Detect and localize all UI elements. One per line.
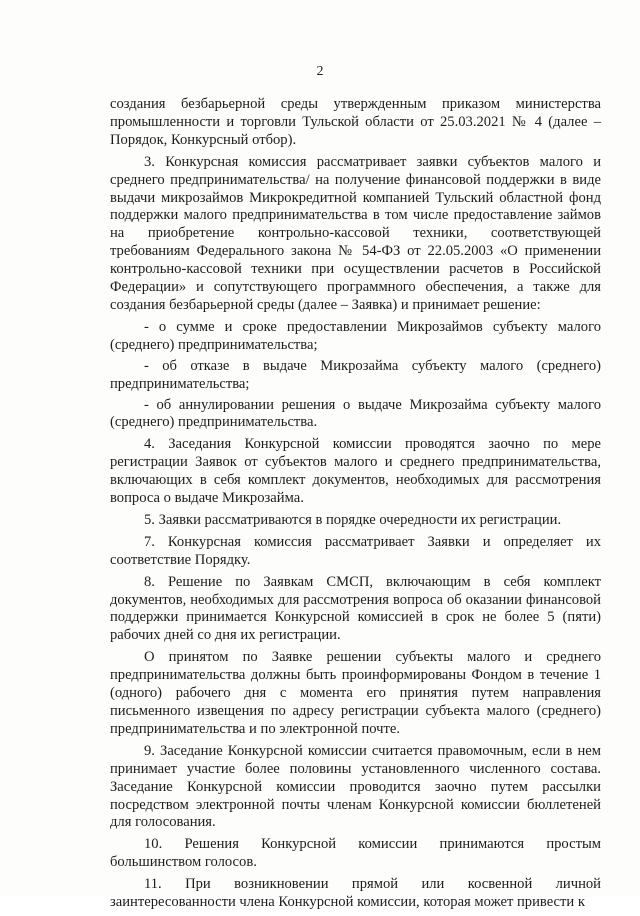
paragraph-7-compliance: 7. Конкурсная комиссия рассматривает Заявки и определяет их соответствие Порядку. (110, 533, 601, 568)
paragraph-11-conflict-of-interest: 11. При возникновении прямой или косвенной личной заинтересованности члена Конкурсной комиссии, которая может привести к (110, 876, 601, 911)
list-item-annulment: - об аннулировании решения о выдаче Микрозайма субъекту малого (среднего) предпринимательства. (110, 396, 601, 431)
document-body (110, 96, 601, 916)
paragraph-5-order: 5. Заявки рассматриваются в порядке очередности их регистрации. (144, 511, 562, 528)
paragraph-8-decision-term: 8. Решение по Заявкам СМСП, включающим в себя комплект документов, необходимых для рассмотрения вопроса об оказании финансовой поддержки принимается Конкурсной комиссией в срок не более 5 (пяти) рабочих дней со дня их регистрации. (110, 573, 601, 644)
paragraph-notification: О принятом по Заявке решении субъекты малого и среднего предпринимательства должны быть проинформированы Фондом в течение 1 (одного) рабочего дня с момента его принятия путем направления письменного извещения по адресу регистрации субъекта малого (среднего) предпринимательства и по электронной почте. (110, 649, 601, 737)
paragraph-3-commission-reviews: 3. Конкурсная комиссия рассматривает заявки субъектов малого и среднего предпринимательства/ на получение финансовой поддержки в виде выдачи микрозаймов Микрокредитной компанией Тульский областной фонд поддержки малого предпринимательства в том числе предоставление займов на приобретение контрольно-кассовой техники, соответствующей требованиям Федерального закона № 54-ФЗ от 22.05.2003 «О применении контрольно-кассовой техники при осуществлении расчетов в Российской Федерации» и сопутствующего программного обеспечения, а также для создания безбарьерной среды (далее – Заявка) и принимает решение: (110, 153, 601, 313)
list-item-refusal: - об отказе в выдаче Микрозайма субъекту малого (среднего) предпринимательства; (110, 357, 601, 392)
paragraph-9-quorum: 9. Заседание Конкурсной комиссии считается правомочным, если в нем принимает участие более половины установленного численного состава. Заседание Конкурсной комиссии проводится заочно путем рассылки посредством электронной почты членам Конкурсной комиссии бюллетеней для голосования. (110, 742, 601, 831)
page-number: 2 (316, 64, 324, 79)
list-item-amount-term: - о сумме и сроке предоставлении Микрозаймов субъекту малого (среднего) предпринимательства; (110, 318, 601, 353)
paragraph-procedure-reference: создания безбарьерной среды утвержденным приказом министерства промышленности и торговли Тульской области от 25.03.2021 № 4 (далее – Порядок, Конкурсный отбор). (110, 96, 601, 148)
paragraph-4-meetings: 4. Заседания Конкурсной комиссии проводятся заочно по мере регистрации Заявок от субъектов малого и среднего предпринимательства, включающих в себя комплект документов, необходимых для рассмотрения вопроса о выдаче Микрозайма. (110, 436, 601, 507)
paragraph-10-majority: 10. Решения Конкурсной комиссии принимаются простым большинством голосов. (110, 836, 601, 871)
